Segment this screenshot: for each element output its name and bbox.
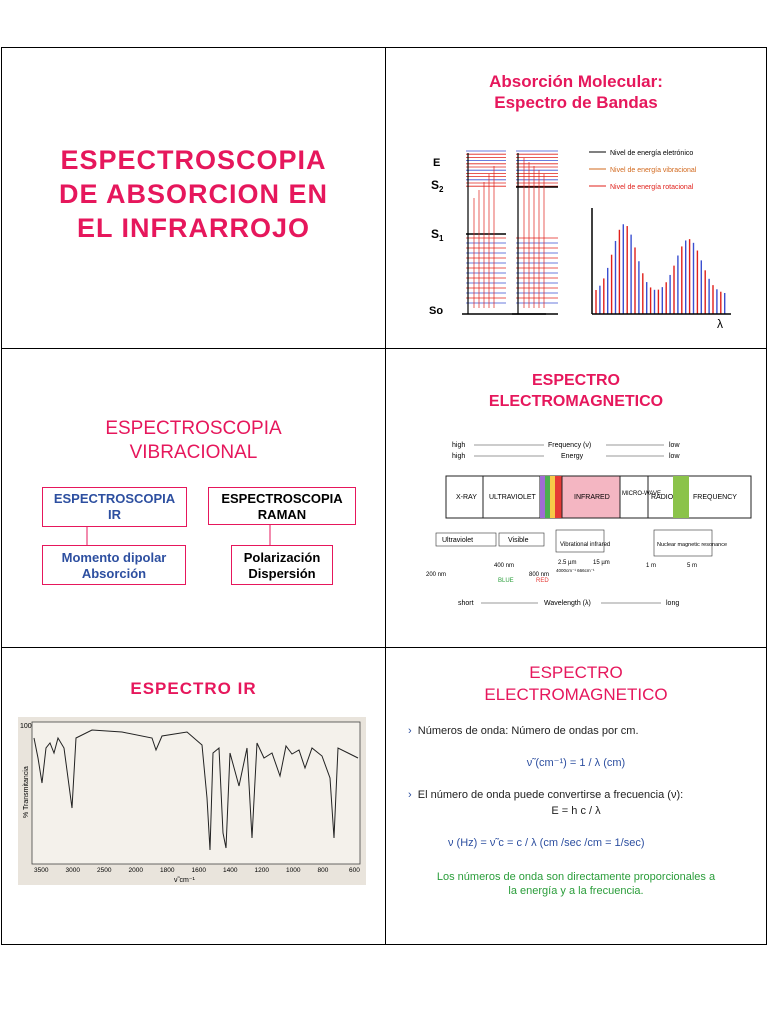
bullet-2-text: El número de onda puede convertirse a frecuencia (ν): <box>417 789 684 801</box>
wl-5m: 5 m <box>687 563 698 569</box>
level-s1-label: $S_1$ <box>431 227 444 243</box>
title-line: ESPECTROSCOPIA <box>105 418 282 439</box>
band-red <box>555 476 562 518</box>
lambda-label: λ <box>717 317 723 331</box>
callout-vibrational: Vibrational infrared <box>560 542 611 548</box>
slide-1-title <box>2 143 385 245</box>
ir-y-tick: 100 <box>20 723 32 730</box>
ir-spectrum-image <box>2 648 385 944</box>
wavenumber-range: 4000cm⁻¹ 666cm⁻¹ <box>556 568 595 573</box>
level-s2-label: $S_2$ <box>431 178 444 194</box>
band-label-microwave: MICRO-WAVE <box>622 491 661 497</box>
note-line: la energía y a la frecuencia. <box>508 885 644 897</box>
wl-800nm: 800 nm <box>529 572 550 578</box>
bullet-2 <box>408 789 683 801</box>
formula-frequency: ν (Hz) = ν̃ c = c / λ (cm /sec /cm = 1/sec) <box>448 837 645 849</box>
box-line: Absorción <box>81 566 147 581</box>
wavelength-long: long <box>666 600 680 607</box>
slide-5 <box>2 648 385 944</box>
legend-rotational: Nivel de energía rotacional <box>610 184 694 191</box>
wl-200nm: 200 nm <box>426 572 447 578</box>
band-spectrum <box>596 224 725 314</box>
band-label-frequency: FREQUENCY <box>693 494 737 501</box>
box-line: Polarización <box>243 550 321 565</box>
box-line: IR <box>108 507 121 522</box>
band-label-radio: RADIO <box>651 494 674 501</box>
title-line: ESPECTROSCOPIA <box>60 145 327 175</box>
box-line: Momento dipolar <box>61 550 167 565</box>
ir-x-tick-label: 2500 <box>97 867 112 874</box>
bullet-1-text: Números de onda: Número de ondas por cm. <box>417 725 639 737</box>
title-line: DE ABSORCION EN <box>58 179 329 209</box>
slide-5-title: ESPECTRO IR <box>130 679 257 698</box>
band-green <box>545 476 550 518</box>
bullet-1 <box>408 725 639 737</box>
freq-label: Frequency (ν) <box>548 442 592 449</box>
wl-1m: 1 m <box>646 563 657 569</box>
slide-3 <box>2 349 385 647</box>
slide-2 <box>386 48 766 348</box>
freq-low: low <box>669 442 680 449</box>
slide-6 <box>386 648 766 944</box>
band-label-infrared: INFRARED <box>574 494 610 501</box>
formula-wavenumber: ν̃ (cm⁻¹) = 1 / λ (cm) <box>526 757 626 769</box>
wl-400nm: 400 nm <box>494 563 515 569</box>
box-line: RAMAN <box>257 507 307 522</box>
box-line: ESPECTROSCOPIA <box>53 491 176 506</box>
title-line: EL INFRARROJO <box>76 213 311 243</box>
box-espectroscopia-ir <box>42 487 187 527</box>
ir-x-tick-label: 3000 <box>65 867 80 874</box>
band-violet <box>540 476 545 518</box>
level-s0-label: So <box>429 305 444 317</box>
ir-y-label: % Transmitancia <box>23 766 30 818</box>
box-momento-dipolar <box>42 545 186 585</box>
slide-4 <box>386 349 766 647</box>
title-line: Absorción Molecular: <box>489 72 663 91</box>
legend-electronic: Nivel de energía eletrónico <box>610 150 694 157</box>
title-line: Espectro de Bandas <box>494 93 658 112</box>
wl-15um: 15 µm <box>593 560 610 566</box>
box-line: Dispersión <box>248 566 316 581</box>
energy-levels <box>462 151 558 314</box>
legend <box>589 150 697 191</box>
energy-high: high <box>452 453 466 460</box>
energy-low: low <box>669 453 680 460</box>
box-line: ESPECTROSCOPIA <box>221 491 343 506</box>
title-line: ELECTROMAGNETICO <box>484 685 668 704</box>
band-label-ultraviolet: ULTRAVIOLET <box>489 494 536 501</box>
wavelength-short: short <box>458 600 474 607</box>
box-espectroscopia-raman <box>208 487 356 525</box>
title-line: ESPECTRO <box>529 663 623 682</box>
note-line: Los números de onda son directamente proporcionales a <box>436 871 716 883</box>
wl-red: RED <box>536 578 549 584</box>
bullet-marker: › <box>408 789 412 801</box>
ir-plot-area <box>32 722 360 864</box>
ir-x-tick-label: 600 <box>349 867 360 874</box>
level-e-label: E <box>433 157 441 169</box>
ir-x-tick-label: 1000 <box>286 867 301 874</box>
note-proportional <box>386 870 766 898</box>
formula-energy: E = h c / λ <box>551 805 601 817</box>
ir-x-tick-label: 1400 <box>223 867 238 874</box>
ir-x-tick-label: 1600 <box>191 867 206 874</box>
callout-ultraviolet: Ultraviolet <box>442 537 474 544</box>
band-yellow <box>550 476 555 518</box>
energy-label: Energy <box>561 453 584 460</box>
energy-level-diagram <box>386 48 766 348</box>
title-line: VIBRACIONAL <box>129 442 258 463</box>
band-label-xray: X-RAY <box>456 494 477 501</box>
ir-x-label: ν̃ cm⁻¹ <box>174 877 195 884</box>
ir-x-tick-label: 1800 <box>160 867 175 874</box>
ir-x-tick-label: 2000 <box>128 867 143 874</box>
freq-high: high <box>452 442 466 449</box>
bullet-marker: › <box>408 725 412 737</box>
ir-x-tick-label: 800 <box>317 867 329 874</box>
wavelength-label: Wavelength (λ) <box>544 600 591 607</box>
band-nmr <box>673 476 689 518</box>
em-spectrum-diagram <box>386 349 766 647</box>
box-polarizacion <box>231 545 333 585</box>
callout-visible: Visible <box>508 537 529 544</box>
ir-x-tick-label: 1200 <box>254 867 269 874</box>
wl-2-5um: 2.5 µm <box>558 560 577 566</box>
callout-vibrational-box <box>556 530 604 552</box>
title-line: ELECTROMAGNETICO <box>488 393 664 410</box>
slide-6-title <box>386 662 766 706</box>
ir-x-tick-label: 3500 <box>34 867 49 874</box>
slide-1 <box>2 48 385 348</box>
legend-vibrational: Nivel de energía vibracional <box>610 167 697 174</box>
title-line: ESPECTRO <box>531 372 620 389</box>
callout-nmr: Nuclear magnetic resonance <box>657 542 728 548</box>
slide-grid <box>1 47 767 945</box>
wl-blue: BLUE <box>498 578 514 584</box>
